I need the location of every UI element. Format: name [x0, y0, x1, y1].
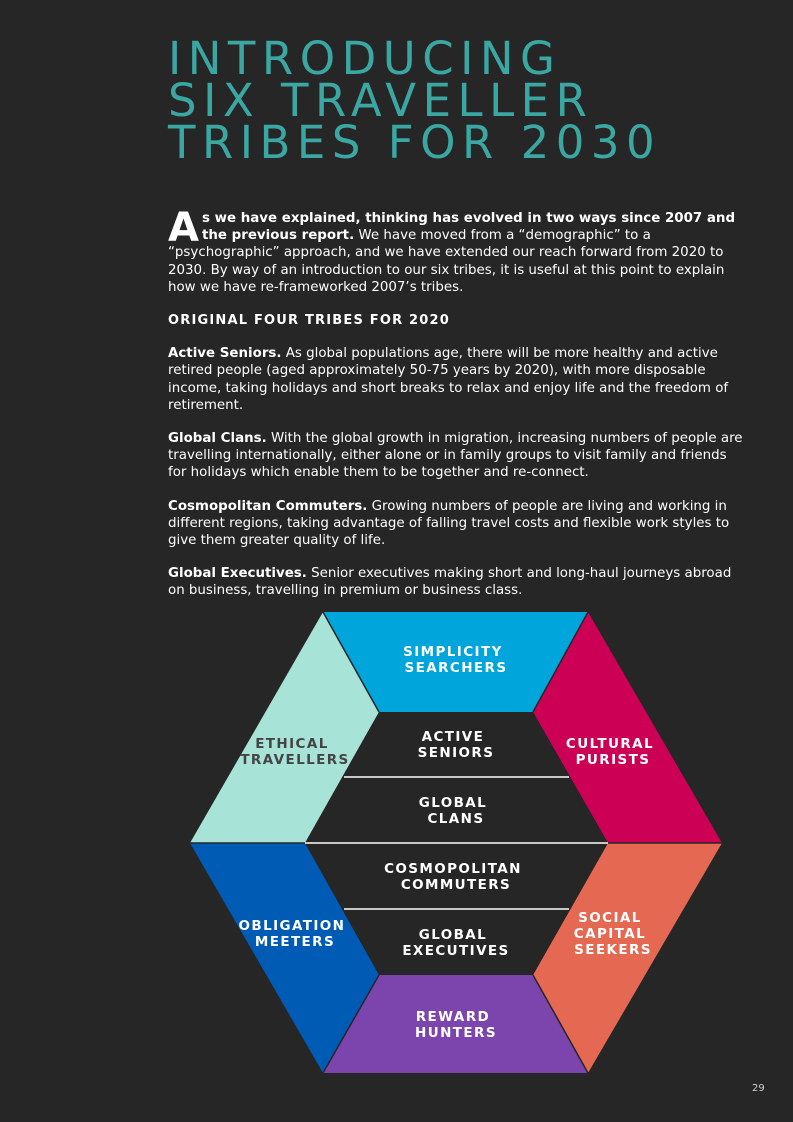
- section-heading: ORIGINAL FOUR TRIBES FOR 2020: [168, 313, 451, 329]
- tribe-name: Active Seniors.: [168, 346, 282, 362]
- label-social-capital-seekers: SOCIAL CAPITAL SEEKERS: [573, 910, 652, 958]
- title-line-1: INTRODUCING: [168, 32, 562, 85]
- intro-text: We have moved from a “demographic” to a “psychographic” approach, and we have extended our reach forward from 2020 to 2030. By way of an introduction to our six tribes, it is useful at this point to explain how we have re-frameworked 2007’s tribes.: [168, 228, 725, 295]
- label-obligation-meeters: OBLIGATION MEETERS: [238, 918, 346, 950]
- label-active-seniors: ACTIVE SENIORS: [417, 729, 495, 761]
- label-global-clans: GLOBAL CLANS: [418, 795, 488, 827]
- label-cosmopolitan-commuters: COSMOPOLITAN COMMUTERS: [384, 861, 522, 893]
- title-line-3: TRIBES FOR 2030: [168, 116, 662, 169]
- label-cultural-purists: CULTURAL PURISTS: [565, 736, 654, 768]
- title-line-2: SIX TRAVELLER: [168, 74, 594, 127]
- tribe-name: Global Clans.: [168, 431, 267, 447]
- tribe-text: With the global growth in migration, increasing numbers of people are travelling internationally, either alone or in family groups to visit family and friends for holidays which enable them to be together and re-connect.: [168, 431, 743, 481]
- tribe-name: Global Executives.: [168, 566, 307, 582]
- label-simplicity-searchers: SIMPLICITY SEARCHERS: [403, 644, 508, 676]
- tribe-text: Senior executives making short and long-haul journeys abroad on business, travelling in premium or business class.: [168, 566, 732, 599]
- drop-cap: A: [168, 205, 199, 251]
- page-number: 29: [752, 1083, 765, 1094]
- label-global-executives: GLOBAL EXECUTIVES: [402, 927, 510, 959]
- label-reward-hunters: REWARD HUNTERS: [415, 1009, 497, 1041]
- label-ethical-travellers: ETHICAL TRAVELLERS: [240, 736, 350, 768]
- tribe-name: Cosmopolitan Commuters.: [168, 498, 368, 514]
- intro-bold: s we have explained, thinking has evolved in two ways since 2007 and the previous report.: [201, 211, 736, 244]
- tribe-text: As global populations age, there will be more healthy and active retired people (aged approximately 50-75 years by 2020), with more disposable income, taking holidays and short breaks to relax and enjoy life and the freedom of retirement.: [168, 346, 729, 413]
- tribe-text: Growing numbers of people are living and working in different regions, taking advantage of falling travel costs and flexible work styles to give them greater quality of life.: [168, 498, 730, 549]
